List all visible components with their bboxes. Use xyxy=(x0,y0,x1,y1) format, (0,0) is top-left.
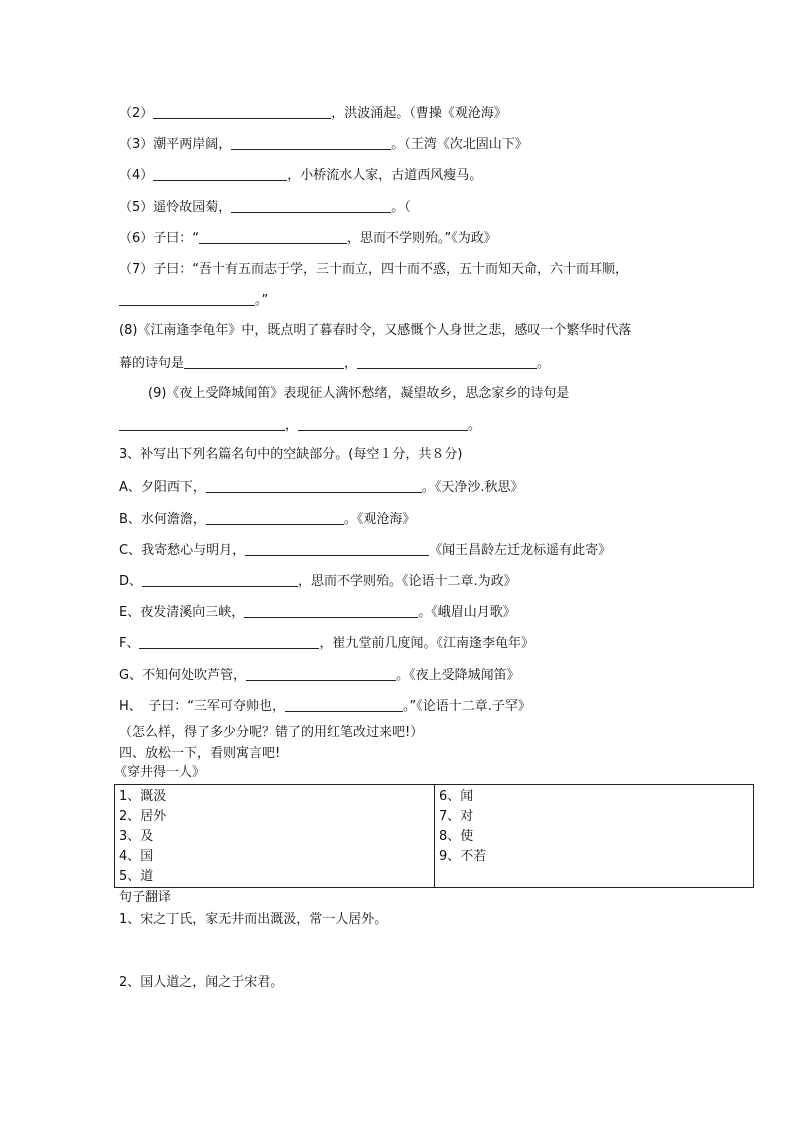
translation-sentence-2: 2、国人道之，闻之于宋君。 xyxy=(119,975,284,990)
answer-blank[interactable] xyxy=(184,354,344,369)
recitation-item-5 xyxy=(119,198,411,217)
item-text: 。”《论语十二章.子罕》 xyxy=(403,699,531,714)
list-item: 4、国 xyxy=(119,849,154,864)
item-text: 。《夜上受降城闻笛》 xyxy=(396,668,520,683)
item-text: ，思而不学则殆。”《为政》 xyxy=(347,231,497,246)
self-check-note: （怎么样，得了多少分呢？错了的用红笔改过来吧!） xyxy=(119,725,424,740)
item-text: 。《观沧海》 xyxy=(343,512,416,527)
item-text: C、我寄愁心与明月， xyxy=(119,543,246,558)
section-3-item-h xyxy=(119,697,531,716)
answer-blank[interactable] xyxy=(245,541,429,556)
item-text: ，思而不学则殆。《论语十二章.为政》 xyxy=(298,574,517,589)
answer-blank[interactable] xyxy=(153,166,287,181)
recitation-item-8-cont xyxy=(119,354,550,373)
item-text: （3）潮平两岸阔， xyxy=(119,137,232,152)
item-text: (8)《江南逢李龟年》中，既点明了暮春时令，又感慨个人身世之悲，感叹一个繁华时代落 xyxy=(119,323,632,338)
answer-blank[interactable] xyxy=(357,354,537,369)
answer-blank[interactable] xyxy=(153,104,331,119)
recitation-item-6 xyxy=(119,229,497,248)
item-text: （5）遥怜故园菊， xyxy=(119,200,232,215)
item-text: (9)《夜上受降城闻笛》表现征人满怀愁绪，凝望故乡，思念家乡的诗句是 xyxy=(148,386,570,401)
word-table xyxy=(114,784,754,888)
item-text: ，崔九堂前几度闻。《江南逢李龟年》 xyxy=(319,636,534,651)
word-list-left xyxy=(115,785,435,888)
list-item: 7、对 xyxy=(439,809,474,824)
answer-blank[interactable] xyxy=(246,666,396,681)
item-text: 《闻王昌龄左迁龙标遥有此寄》 xyxy=(429,543,612,558)
section-3-item-a xyxy=(119,478,524,497)
section-3-title: 3、补写出下列名篇名句中的空缺部分。(每空１分，共８分) xyxy=(119,447,463,462)
recitation-item-7 xyxy=(119,261,628,279)
word-list-right xyxy=(435,785,754,888)
table-row xyxy=(115,785,754,888)
answer-blank[interactable] xyxy=(206,478,422,493)
fable-title: 《穿井得一人》 xyxy=(114,765,206,780)
answer-blank[interactable] xyxy=(231,135,391,150)
item-text: A、夕阳西下， xyxy=(119,480,206,495)
list-item: 2、居外 xyxy=(119,809,167,824)
item-text: B、水何澹澹， xyxy=(119,512,206,527)
list-item: 3、及 xyxy=(119,829,154,844)
item-text: 。 xyxy=(468,418,482,433)
section-3-item-b xyxy=(119,510,415,529)
item-text: D、 xyxy=(119,574,143,589)
answer-blank[interactable] xyxy=(244,603,418,618)
answer-blank[interactable] xyxy=(142,572,298,587)
item-text: 。 xyxy=(537,356,551,371)
recitation-item-9 xyxy=(148,385,569,403)
recitation-item-8 xyxy=(119,322,631,340)
item-text: ，洪波涌起。（曹操《观沧海》 xyxy=(331,106,507,121)
answer-blank[interactable] xyxy=(231,198,391,213)
item-text: ， xyxy=(285,418,299,433)
list-item: 1、溉汲 xyxy=(119,789,167,804)
item-text: 。（王湾《次北固山下》 xyxy=(391,137,528,152)
section-4-title: 四、放松一下，看则寓言吧! xyxy=(119,746,281,761)
answer-blank[interactable] xyxy=(119,416,285,431)
item-text: G、不知何处吹芦管， xyxy=(119,668,247,683)
section-3-item-d xyxy=(119,572,517,591)
item-text: （6）子曰：“ xyxy=(119,231,200,246)
answer-blank[interactable] xyxy=(285,697,403,712)
answer-blank[interactable] xyxy=(119,291,255,306)
item-text: ，小桥流水人家，古道西风瘦马。 xyxy=(287,168,483,183)
item-text: F、 xyxy=(119,636,140,651)
item-text: （4） xyxy=(119,168,154,183)
item-text: 幕的诗句是 xyxy=(119,356,185,371)
list-item: 8、使 xyxy=(439,829,474,844)
item-text: 。（ xyxy=(391,200,411,215)
recitation-item-7-cont xyxy=(119,291,268,310)
list-item: 5、道 xyxy=(119,869,154,884)
translation-sentence-1: 1、宋之丁氏，家无井而出溉汲，常一人居外。 xyxy=(119,912,388,927)
item-text: 。《天净沙.秋思》 xyxy=(421,480,524,495)
section-3-item-f xyxy=(119,634,534,653)
item-text: 。” xyxy=(255,293,269,308)
list-item: 9、不若 xyxy=(439,849,487,864)
answer-blank[interactable] xyxy=(206,510,344,525)
recitation-item-2 xyxy=(119,104,507,123)
section-3-item-g xyxy=(119,666,520,685)
list-item: 6、闻 xyxy=(439,789,474,804)
answer-blank[interactable] xyxy=(199,229,347,244)
section-3-item-e xyxy=(119,603,516,622)
answer-blank[interactable] xyxy=(139,634,319,649)
recitation-item-3 xyxy=(119,135,528,154)
translation-title: 句子翻译 xyxy=(119,890,172,905)
recitation-item-9-cont xyxy=(119,416,481,435)
recitation-item-4 xyxy=(119,166,482,185)
section-3-item-c xyxy=(119,541,611,560)
item-text: E、夜发清溪向三峡， xyxy=(119,605,245,620)
item-text: ， xyxy=(344,356,358,371)
item-text: （2） xyxy=(119,106,154,121)
item-text: 。《峨眉山月歌》 xyxy=(418,605,516,620)
item-text: H、 子曰：“三军可夺帅也， xyxy=(119,699,286,714)
answer-blank[interactable] xyxy=(298,416,468,431)
item-text: （7）子曰：“吾十有五而志于学，三十而立，四十而不惑，五十而知天命，六十而耳顺， xyxy=(119,262,629,277)
